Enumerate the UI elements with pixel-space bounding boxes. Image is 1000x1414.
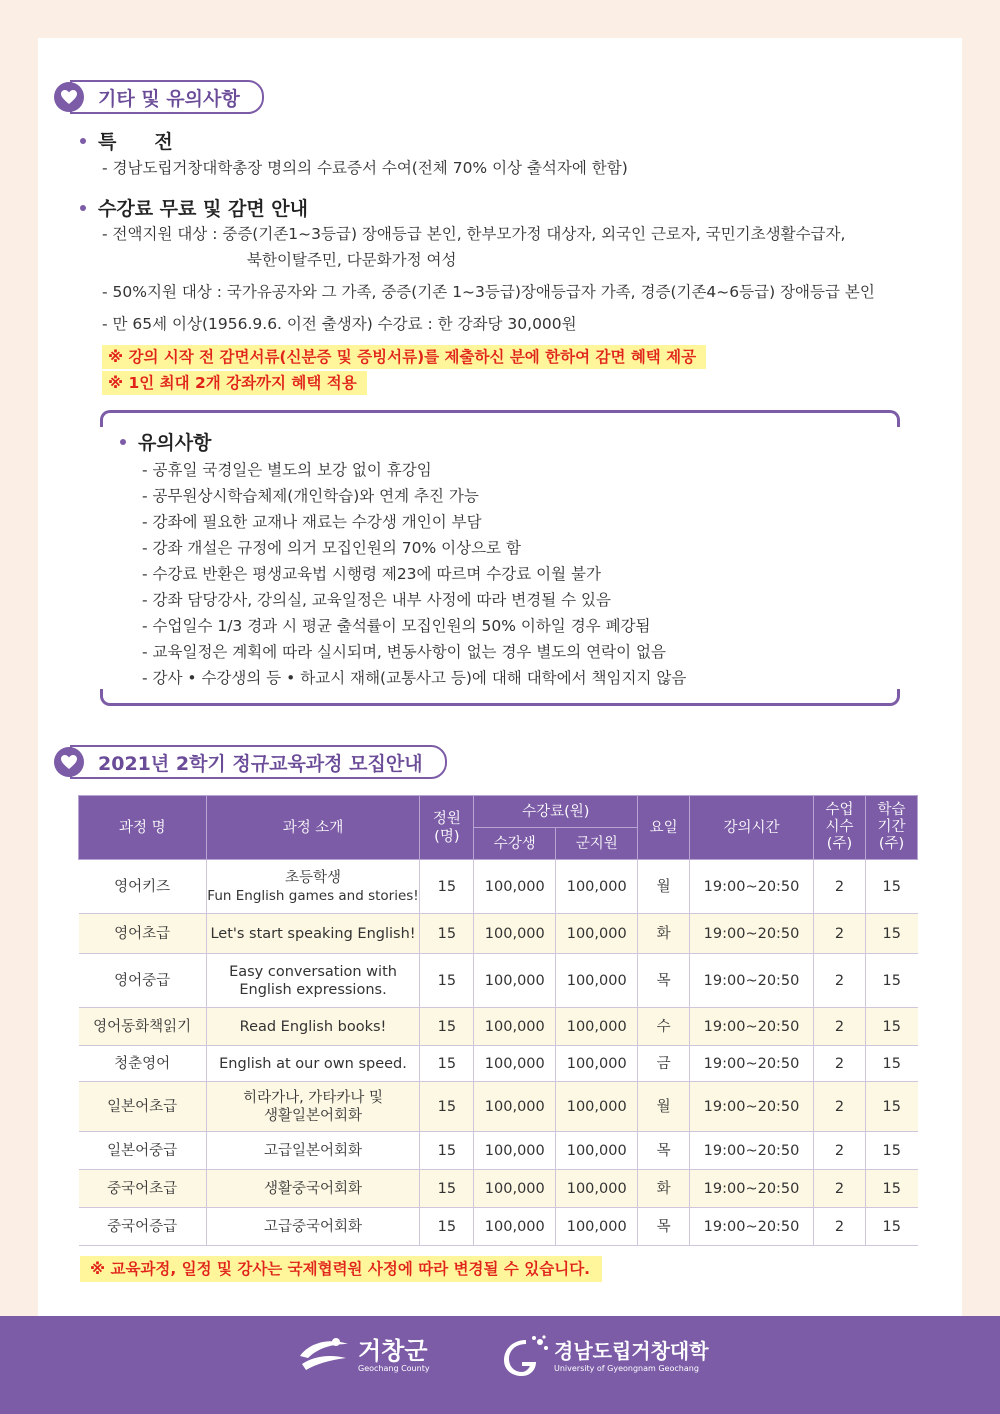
cell-day: 목 <box>638 954 690 1008</box>
cell-fee-student: 100,000 <box>474 860 556 914</box>
table-row <box>79 954 918 1008</box>
th-fee-county: 군지원 <box>556 828 638 860</box>
notice-box <box>100 410 900 706</box>
th-intro: 과정 소개 <box>206 796 420 860</box>
cell-fee-county: 100,000 <box>556 1170 638 1208</box>
cell-day: 월 <box>638 860 690 914</box>
cell-hours: 2 <box>813 1082 865 1132</box>
notice-line: - 강좌 개설은 규정에 의거 모집인원의 70% 이상으로 함 <box>142 539 521 557</box>
cell-course: 일본어초급 <box>79 1082 207 1132</box>
th-period: 학습 기간 (주) <box>865 796 917 860</box>
cell-intro: English at our own speed. <box>206 1046 420 1082</box>
cell-course: 중국어증급 <box>79 1208 207 1246</box>
bullet-icon <box>80 205 86 211</box>
cell-fee-student: 100,000 <box>474 1132 556 1170</box>
box-border <box>114 703 886 706</box>
cell-fee-county: 100,000 <box>556 1132 638 1170</box>
highlight-note: ※ 1인 최대 2개 강좌까지 혜택 적용 <box>102 371 367 395</box>
cell-intro: Let's start speaking English! <box>206 914 420 954</box>
table-row <box>79 1208 918 1246</box>
benefit-line: - 경남도립거창대학총장 명의의 수료증서 수여(전체 70% 이상 출석자에 한함) <box>102 159 628 177</box>
cell-fee-student: 100,000 <box>474 1008 556 1046</box>
fee-line: - 만 65세 이상(1956.9.6. 이전 출생자) 수강료 : 한 강좌당 30,000원 <box>102 315 577 333</box>
cell-intro: Easy conversation with English expressions. <box>206 954 420 1008</box>
university-logo: 경남도립거창대학 University of Gyeongnam Geochang <box>500 1334 709 1378</box>
cell-day: 월 <box>638 1082 690 1132</box>
cell-hours: 2 <box>813 1170 865 1208</box>
notice-line: - 수업일수 1/3 경과 시 평균 출석률이 모집인원의 50% 이하일 경우 폐강됨 <box>142 617 651 635</box>
cell-capacity: 15 <box>420 1008 474 1046</box>
cell-time: 19:00~20:50 <box>690 954 814 1008</box>
cell-intro: 고급일본어회화 <box>206 1132 420 1170</box>
highlight-note: ※ 강의 시작 전 감면서류(신분증 및 증빙서류)를 제출하신 분에 한하여 감면 혜택 제공 <box>102 345 706 369</box>
cell-fee-county: 100,000 <box>556 914 638 954</box>
cell-day: 화 <box>638 1170 690 1208</box>
section-title-label: 기타 및 유의사항 <box>70 80 264 114</box>
benefit-head: 특 전 <box>80 127 628 154</box>
cell-course: 영어동화책읽기 <box>79 1008 207 1046</box>
cell-course: 영어중급 <box>79 954 207 1008</box>
cell-course: 영어초급 <box>79 914 207 954</box>
cell-fee-student: 100,000 <box>474 1046 556 1082</box>
notice-head: 유의사항 <box>120 428 686 455</box>
course-table <box>78 795 918 1246</box>
cell-day: 금 <box>638 1046 690 1082</box>
table-row <box>79 1008 918 1046</box>
notice-line: - 강좌에 필요한 교재나 재료는 수강생 개인이 부담 <box>142 513 482 531</box>
cell-time: 19:00~20:50 <box>690 1082 814 1132</box>
cell-fee-county: 100,000 <box>556 1208 638 1246</box>
fee-head: 수강료 무료 및 감면 안내 <box>80 194 875 221</box>
notice-line: - 공무원상시학습체제(개인학습)와 연계 추진 가능 <box>142 487 479 505</box>
cell-period: 15 <box>865 1132 917 1170</box>
cell-day: 수 <box>638 1008 690 1046</box>
cell-day: 목 <box>638 1132 690 1170</box>
cell-hours: 2 <box>813 1132 865 1170</box>
cell-intro: 고급중국어회화 <box>206 1208 420 1246</box>
cell-capacity: 15 <box>420 1082 474 1132</box>
table-row <box>79 1046 918 1082</box>
heart-icon <box>54 82 84 112</box>
cell-fee-student: 100,000 <box>474 1208 556 1246</box>
benefit-block <box>80 127 628 181</box>
cell-hours: 2 <box>813 954 865 1008</box>
cell-course: 중국어초급 <box>79 1170 207 1208</box>
heart-icon <box>54 747 84 777</box>
cell-intro: 생활중국어회화 <box>206 1170 420 1208</box>
box-border <box>114 410 886 413</box>
notice-line: - 강사 • 수강생의 등 • 하교시 재해(교통사고 등)에 대해 대학에서 책임지지 않음 <box>142 669 687 687</box>
box-corner <box>883 689 900 706</box>
cell-capacity: 15 <box>420 860 474 914</box>
cell-capacity: 15 <box>420 1132 474 1170</box>
section-title-notes <box>54 80 264 114</box>
cell-period: 15 <box>865 1082 917 1132</box>
fee-line: 북한이탈주민, 다문화가정 여성 <box>247 251 457 269</box>
cell-hours: 2 <box>813 1046 865 1082</box>
footer <box>0 1316 1000 1414</box>
cell-time: 19:00~20:50 <box>690 860 814 914</box>
cell-capacity: 15 <box>420 1208 474 1246</box>
fee-line: - 50%지원 대상 : 국가유공자와 그 가족, 중증(기존 1~3등급)장애등급자 가족, 경증(기존4~6등급) 장애등급 본인 <box>102 283 875 301</box>
table-row <box>79 860 918 914</box>
cell-fee-student: 100,000 <box>474 954 556 1008</box>
county-emblem-icon <box>296 1334 352 1378</box>
th-day: 요일 <box>638 796 690 860</box>
bullet-icon <box>120 439 126 445</box>
cell-fee-student: 100,000 <box>474 1170 556 1208</box>
cell-time: 19:00~20:50 <box>690 1046 814 1082</box>
cell-capacity: 15 <box>420 1046 474 1082</box>
cell-day: 화 <box>638 914 690 954</box>
section-title-courses <box>54 745 447 779</box>
cell-hours: 2 <box>813 1208 865 1246</box>
cell-course: 일본어중급 <box>79 1132 207 1170</box>
cell-hours: 2 <box>813 914 865 954</box>
cell-fee-county: 100,000 <box>556 1008 638 1046</box>
cell-period: 15 <box>865 1008 917 1046</box>
th-capacity: 정원 (명) <box>420 796 474 860</box>
cell-fee-county: 100,000 <box>556 1046 638 1082</box>
th-fee-student: 수강생 <box>474 828 556 860</box>
bullet-icon <box>80 138 86 144</box>
bottom-note: ※ 교육과정, 일정 및 강사는 국제협력원 사정에 따라 변경될 수 있습니다. <box>80 1256 602 1282</box>
cell-period: 15 <box>865 914 917 954</box>
cell-period: 15 <box>865 1046 917 1082</box>
table-row <box>79 1132 918 1170</box>
cell-course: 청춘영어 <box>79 1046 207 1082</box>
table-row <box>79 914 918 954</box>
cell-capacity: 15 <box>420 914 474 954</box>
university-emblem-icon <box>500 1334 550 1378</box>
cell-hours: 2 <box>813 860 865 914</box>
cell-hours: 2 <box>813 1008 865 1046</box>
cell-time: 19:00~20:50 <box>690 1008 814 1046</box>
notice-line: - 교육일정은 계획에 따라 실시되며, 변동사항이 없는 경우 별도의 연락이 없음 <box>142 643 666 661</box>
notice-line: - 공휴일 국경일은 별도의 보강 없이 휴강임 <box>142 461 432 479</box>
fee-block <box>80 194 875 395</box>
cell-time: 19:00~20:50 <box>690 1208 814 1246</box>
cell-intro: Read English books! <box>206 1008 420 1046</box>
cell-course: 영어키즈 <box>79 860 207 914</box>
cell-time: 19:00~20:50 <box>690 1132 814 1170</box>
cell-period: 15 <box>865 1170 917 1208</box>
geochang-county-logo: 거창군 Geochang County <box>296 1334 430 1378</box>
cell-fee-student: 100,000 <box>474 1082 556 1132</box>
cell-capacity: 15 <box>420 954 474 1008</box>
th-fee: 수강료(원) <box>474 796 638 828</box>
cell-time: 19:00~20:50 <box>690 1170 814 1208</box>
table-row <box>79 1170 918 1208</box>
cell-day: 목 <box>638 1208 690 1246</box>
cell-intro: 히라가나, 가타카나 및 생활일본어회화 <box>206 1082 420 1132</box>
cell-period: 15 <box>865 1208 917 1246</box>
cell-capacity: 15 <box>420 1170 474 1208</box>
th-course: 과정 명 <box>79 796 207 860</box>
th-hours: 수업 시수 (주) <box>813 796 865 860</box>
cell-intro: 초등학생 Fun English games and stories! <box>206 860 420 914</box>
table-row <box>79 1082 918 1132</box>
section-title-label: 2021년 2학기 정규교육과정 모집안내 <box>70 745 447 779</box>
cell-fee-county: 100,000 <box>556 1082 638 1132</box>
cell-fee-student: 100,000 <box>474 914 556 954</box>
cell-period: 15 <box>865 860 917 914</box>
cell-fee-county: 100,000 <box>556 860 638 914</box>
cell-fee-county: 100,000 <box>556 954 638 1008</box>
fee-line: - 전액지원 대상 : 중증(기존1~3등급) 장애등급 본인, 한부모가정 대상자, 외국인 근로자, 국민기초생활수급자, <box>102 225 846 243</box>
th-time: 강의시간 <box>690 796 814 860</box>
notice-line: - 강좌 담당강사, 강의실, 교육일정은 내부 사정에 따라 변경될 수 있음 <box>142 591 611 609</box>
notice-line: - 수강료 반환은 평생교육법 시행령 제23에 따르며 수강료 이월 불가 <box>142 565 601 583</box>
cell-time: 19:00~20:50 <box>690 914 814 954</box>
box-corner <box>883 410 900 427</box>
cell-period: 15 <box>865 954 917 1008</box>
